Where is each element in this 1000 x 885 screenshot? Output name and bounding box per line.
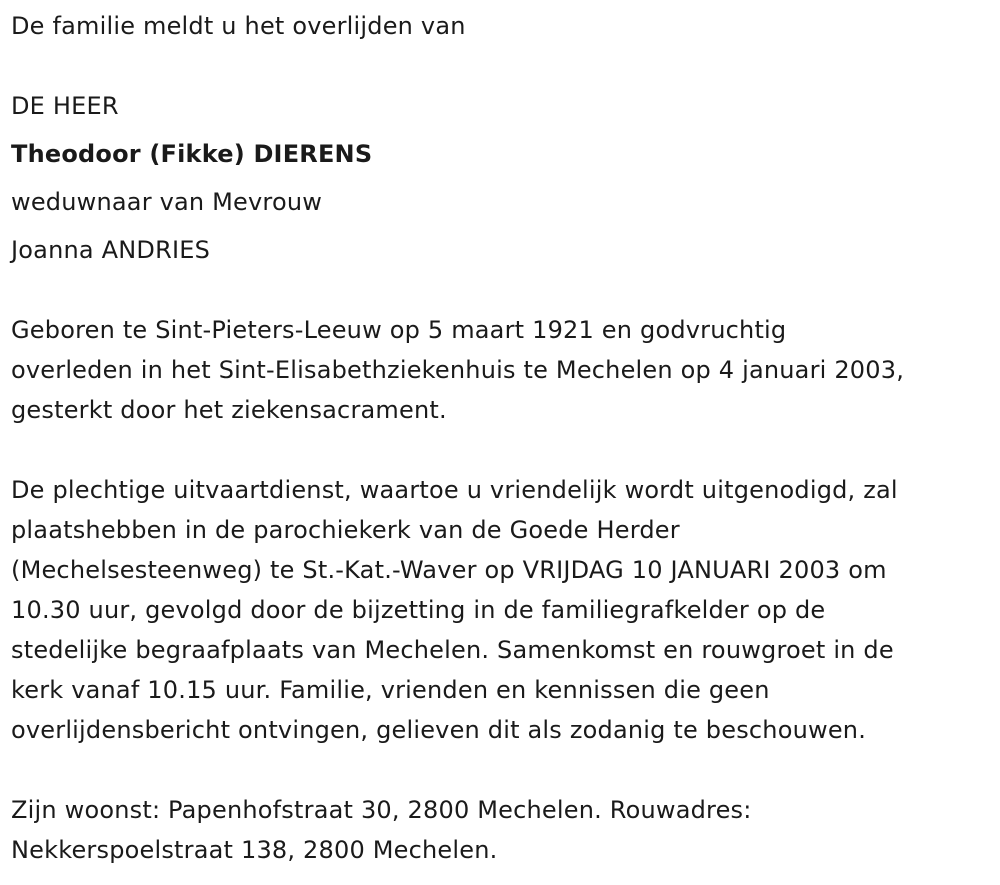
funeral-paragraph xyxy=(11,470,898,750)
paragraph-line: overlijdensbericht ontvingen, gelieven dit als zodanig te beschouwen. xyxy=(11,716,867,744)
spouse-name: Joanna ANDRIES xyxy=(11,236,211,264)
paragraph-line: Geboren te Sint-Pieters-Leeuw op 5 maart 1921 en godvruchtig xyxy=(11,316,787,344)
widower-line: weduwnaar van Mevrouw xyxy=(11,188,323,216)
honorific-title: DE HEER xyxy=(11,92,119,120)
deceased-name: Theodoor (Fikke) DIERENS xyxy=(11,140,373,168)
paragraph-line: kerk vanaf 10.15 uur. Familie, vrienden en kennissen die geen xyxy=(11,676,770,704)
paragraph-line: 10.30 uur, gevolgd door de bijzetting in de familiegrafkelder op de xyxy=(11,596,826,624)
intro-line: De familie meldt u het overlijden van xyxy=(11,12,466,40)
paragraph-line: Zijn woonst: Papenhofstraat 30, 2800 Mechelen. Rouwadres: xyxy=(11,796,752,824)
paragraph-line: overleden in het Sint-Elisabethziekenhuis te Mechelen op 4 januari 2003, xyxy=(11,356,905,384)
paragraph-line: stedelijke begraafplaats van Mechelen. Samenkomst en rouwgroet in de xyxy=(11,636,894,664)
paragraph-line: plaatshebben in de parochiekerk van de Goede Herder xyxy=(11,516,680,544)
paragraph-line: Nekkerspoelstraat 138, 2800 Mechelen. xyxy=(11,836,498,864)
paragraph-line: (Mechelsesteenweg) te St.-Kat.-Waver op VRIJDAG 10 JANUARI 2003 om xyxy=(11,556,887,584)
birth-death-paragraph xyxy=(11,310,904,430)
paragraph-line: gesterkt door het ziekensacrament. xyxy=(11,396,447,424)
paragraph-line: De plechtige uitvaartdienst, waartoe u vriendelijk wordt uitgenodigd, zal xyxy=(11,476,898,504)
address-paragraph xyxy=(11,790,752,870)
